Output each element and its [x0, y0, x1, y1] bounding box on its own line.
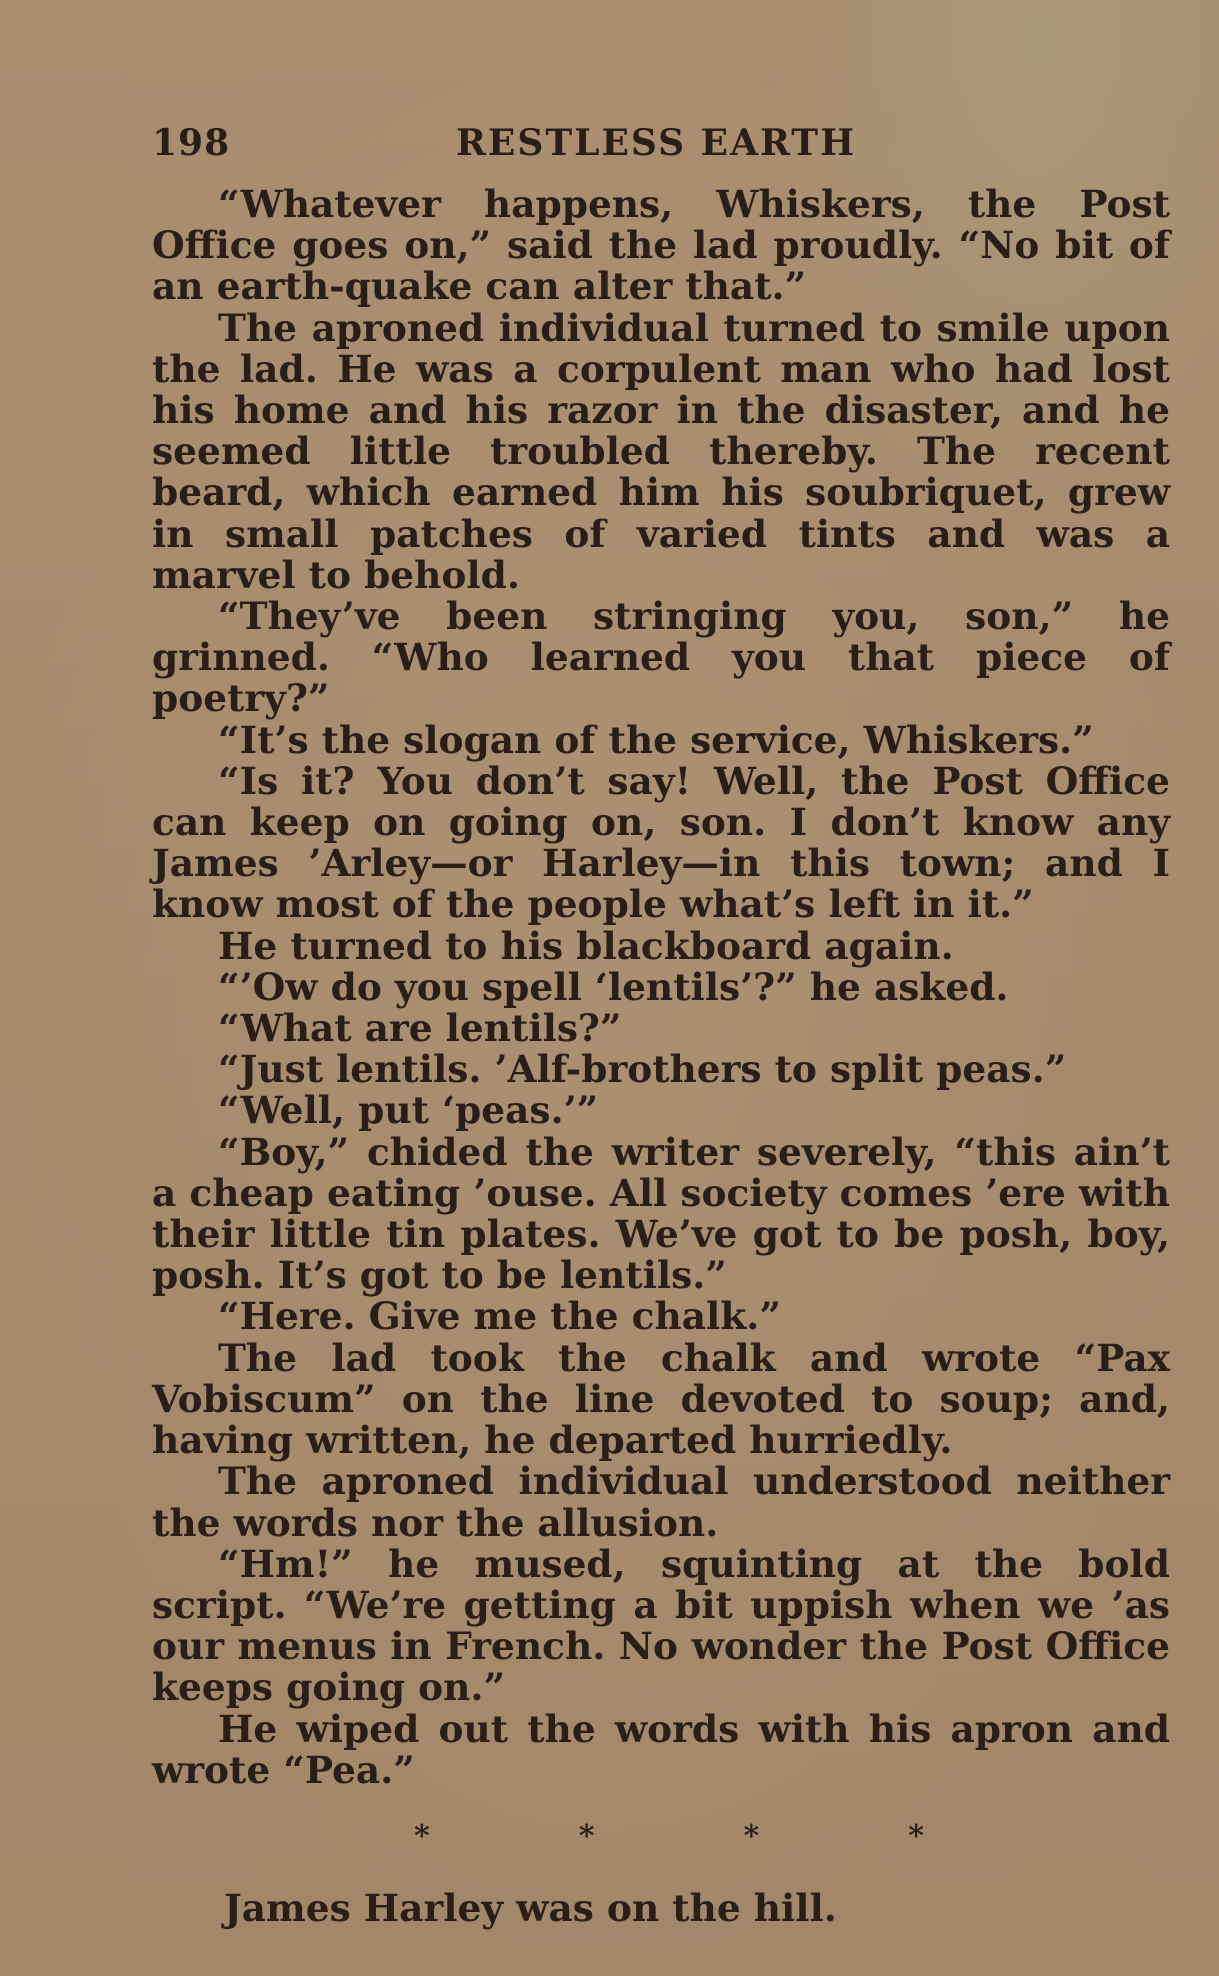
body-text: [152, 184, 1170, 1791]
paragraph: “Boy,” chided the writer severely, “this ain’t a cheap eating ’ouse. All society comes ’ere with their little tin plates. We’ve got to be posh, boy, posh. It’s got to be lentils.”: [152, 1129, 1170, 1298]
page-header: [152, 110, 1170, 172]
paragraph: “Is it? You don’t say! Well, the Post Office can keep on going on, son. I don’t know any James ’Arley—or Harley—in this town; and I know most of the people what’s left in it.”: [152, 758, 1170, 927]
paragraph: The aproned individual understood neither the words nor the allusion.: [152, 1459, 1170, 1545]
paragraph: The lad took the chalk and wrote “Pax Vobiscum” on the line devoted to soup; and, having written, he departed hurriedly.: [152, 1335, 1170, 1463]
page-number: 198: [152, 122, 231, 164]
paragraph: “It’s the slogan of the service, Whiskers.”: [218, 717, 1094, 762]
running-head: RESTLESS EARTH: [456, 122, 857, 164]
paragraph: “’Ow do you spell ‘lentils’?” he asked.: [218, 964, 1009, 1009]
asterisk: *: [743, 1818, 760, 1854]
paragraph: “What are lentils?”: [218, 1006, 622, 1051]
book-page: [152, 110, 1170, 1929]
paragraph: He turned to his blackboard again.: [218, 923, 954, 968]
paragraph: “Whatever happens, Whiskers, the Post Office goes on,” said the lad proudly. “No bit of an earth-quake can alter that.”: [152, 182, 1170, 309]
paragraph: He wiped out the words with his apron and wrote “Pea.”: [152, 1706, 1170, 1792]
paragraph: “Just lentils. ’Alf-brothers to split peas.”: [218, 1047, 1067, 1092]
paragraph: “Well, put ‘peas.’”: [218, 1088, 599, 1133]
paragraph: “Here. Give me the chalk.”: [218, 1294, 781, 1339]
asterisk: *: [578, 1818, 595, 1854]
asterisk: *: [908, 1818, 924, 1854]
asterisk: *: [414, 1818, 430, 1854]
paragraph: The aproned individual turned to smile upon the lad. He was a corpulent man who had lost his home and his razor in the disaster, and he seemed little troubled thereby. The recent beard, which earned him his soubriquet, grew in small patches of varied tints and was a marvel to behold.: [152, 305, 1170, 597]
paragraph: “Hm!” he mused, squinting at the bold script. “We’re getting a bit uppish when we ’as our menus in French. No wonder the Post Office keeps going on.”: [152, 1541, 1170, 1710]
section-break: [414, 1819, 924, 1854]
paragraph: “They’ve been stringing you, son,” he grinned. “Who learned you that piece of poetry?”: [152, 594, 1170, 721]
final-line: James Harley was on the hill.: [224, 1885, 837, 1930]
